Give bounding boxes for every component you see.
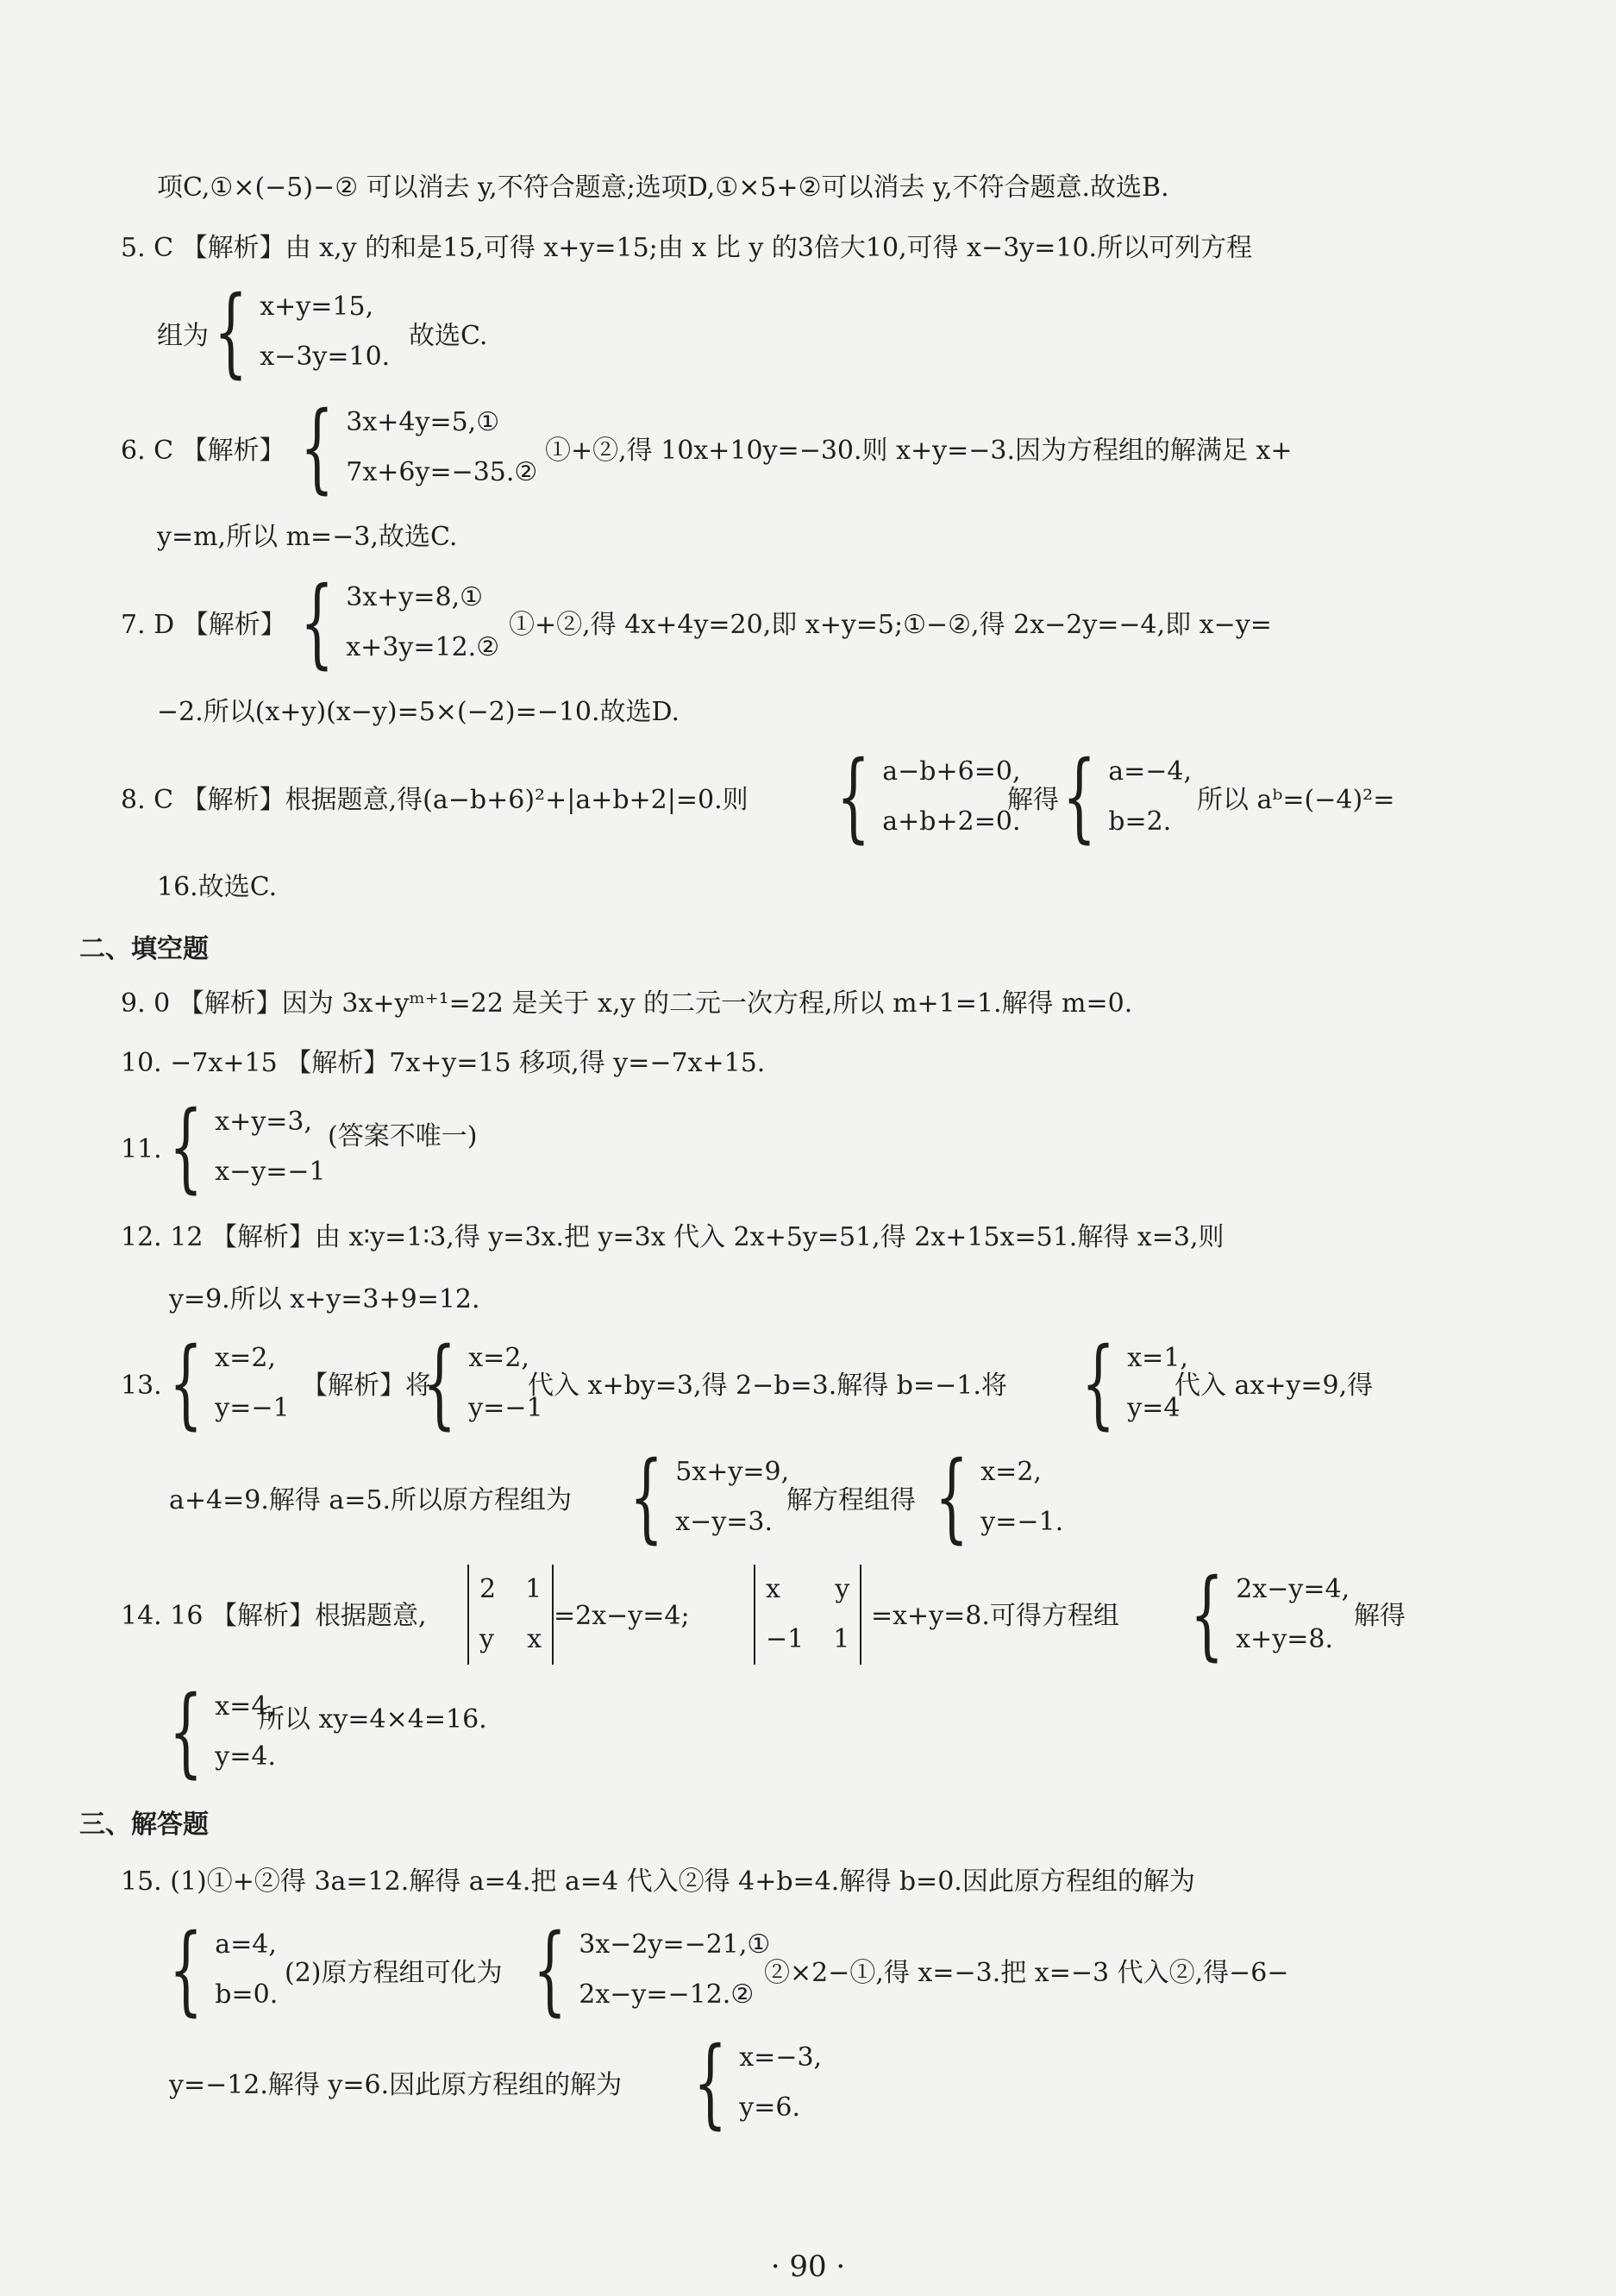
system-14b: { x=4, y=4. bbox=[169, 1676, 276, 1788]
line-6-body: ①+②,得 10x+10y=−30.则 x+y=−3.因为方程组的解满足 x+ bbox=[545, 436, 1293, 466]
line-9: 9. 0 【解析】因为 3x+yᵐ⁺¹=22 是关于 x,y 的二元一次方程,所以 m+1=1.解得 m=0. bbox=[121, 988, 1133, 1019]
line-14-eq1: =2x−y=4; bbox=[554, 1601, 690, 1631]
system-11: { x+y=3, x−y=−1 bbox=[169, 1091, 326, 1203]
line-12: 12. 12 【解析】由 x∶y=1∶3,得 y=3x.把 y=3x 代入 2x+5y=51,得 2x+15x=51.解得 x=3,则 bbox=[121, 1222, 1225, 1252]
line-12-tail: y=9.所以 x+y=3+9=12. bbox=[169, 1284, 480, 1314]
line-7-tail: −2.所以(x+y)(x−y)=5×(−2)=−10.故选D. bbox=[157, 697, 680, 727]
line-6-prefix: 6. C 【解析】 bbox=[121, 436, 285, 466]
system-13d: { 5x+y=9, x−y=3. bbox=[629, 1441, 790, 1553]
system-13b: { x=2, y=−1 bbox=[423, 1327, 543, 1440]
line-14-prefix: 14. 16 【解析】根据题意, bbox=[121, 1601, 427, 1631]
system-8b: { a=−4, b=2. bbox=[1062, 741, 1193, 853]
line-5: 5. C 【解析】由 x,y 的和是15,可得 x+y=15;由 x 比 y 的3倍大10,可得 x−3y=10.所以可列方程 bbox=[121, 233, 1253, 263]
system-13e: { x=2, y=−1. bbox=[935, 1441, 1064, 1553]
page-number: · 90 · bbox=[770, 2249, 846, 2284]
line-8-body: 所以 aᵇ=(−4)²= bbox=[1197, 785, 1395, 815]
line-14-eq2: =x+y=8.可得方程组 bbox=[871, 1601, 1119, 1631]
line-15-tail: y=−12.解得 y=6.因此原方程组的解为 bbox=[169, 2070, 623, 2100]
system-14a: { 2x−y=4, x+y=8. bbox=[1190, 1559, 1350, 1671]
determinant-1: 2 1 y x bbox=[467, 1565, 554, 1665]
line-10: 10. −7x+15 【解析】7x+y=15 移项,得 y=−7x+15. bbox=[121, 1048, 766, 1078]
system-15b: { 3x−2y=−21,① 2x−y=−12.② bbox=[533, 1914, 771, 2026]
determinant-2: x y −1 1 bbox=[754, 1565, 861, 1665]
system-15a: { a=4, b=0. bbox=[169, 1914, 279, 2026]
line-15-part2: (2)原方程组可化为 bbox=[285, 1958, 503, 1988]
line-13-solution-label: 【解析】将 bbox=[302, 1371, 431, 1401]
line-13-prefix: 13. bbox=[121, 1371, 162, 1401]
line-7-prefix: 7. D 【解析】 bbox=[121, 610, 286, 640]
line-6-tail: y=m,所以 m=−3,故选C. bbox=[157, 522, 458, 552]
line-13-body: 代入 x+by=3,得 2−b=3.解得 b=−1.将 bbox=[528, 1371, 1007, 1401]
line-13-body2: 代入 ax+y=9,得 bbox=[1174, 1371, 1374, 1401]
line-5-group-label: 组为 bbox=[157, 321, 209, 351]
line-4-tail: 项C,①×(−5)−② 可以消去 y,不符合题意;选项D,①×5+②可以消去 y,不符合题意.故选B. bbox=[157, 173, 1169, 203]
line-7-body: ①+②,得 4x+4y=20,即 x+y=5;①−②,得 2x−2y=−4,即 x−y= bbox=[509, 610, 1272, 640]
line-5-answer: 故选C. bbox=[409, 321, 488, 351]
system-6: { 3x+4y=5,① 7x+6y=−35.② bbox=[300, 392, 538, 504]
line-13-solve-label: 解方程组得 bbox=[786, 1485, 916, 1515]
system-13a: { x=2, y=−1 bbox=[169, 1327, 290, 1440]
line-8-tail: 16.故选C. bbox=[157, 872, 278, 902]
system-8a: { a−b+6=0, a+b+2=0. bbox=[836, 741, 1021, 853]
system-13c: { x=1, y=4 bbox=[1081, 1327, 1188, 1440]
line-14-tail: 所以 xy=4×4=16. bbox=[259, 1704, 487, 1735]
section-heading-fill-in: 二、填空题 bbox=[79, 934, 209, 964]
line-15: 15. (1)①+②得 3a=12.解得 a=4.把 a=4 代入②得 4+b=4.解得 b=0.因此原方程组的解为 bbox=[121, 1866, 1195, 1897]
line-11-prefix: 11. bbox=[121, 1134, 162, 1164]
line-13-tail: a+4=9.解得 a=5.所以原方程组为 bbox=[169, 1485, 573, 1515]
section-heading-solutions: 三、解答题 bbox=[79, 1810, 209, 1840]
line-8-solve: 解得 bbox=[1007, 785, 1059, 815]
line-15-body: ②×2−①,得 x=−3.把 x=−3 代入②,得−6− bbox=[764, 1958, 1289, 1988]
system-7: { 3x+y=8,① x+3y=12.② bbox=[300, 567, 500, 679]
line-8-prefix: 8. C 【解析】根据题意,得(a−b+6)²+|a+b+2|=0.则 bbox=[121, 785, 748, 815]
system-5: { x+y=15, x−3y=10. bbox=[214, 276, 391, 388]
line-11-note: (答案不唯一) bbox=[328, 1121, 478, 1151]
line-14-solve-label: 解得 bbox=[1354, 1601, 1406, 1631]
system-15c: { x=−3, y=6. bbox=[693, 2027, 823, 2139]
